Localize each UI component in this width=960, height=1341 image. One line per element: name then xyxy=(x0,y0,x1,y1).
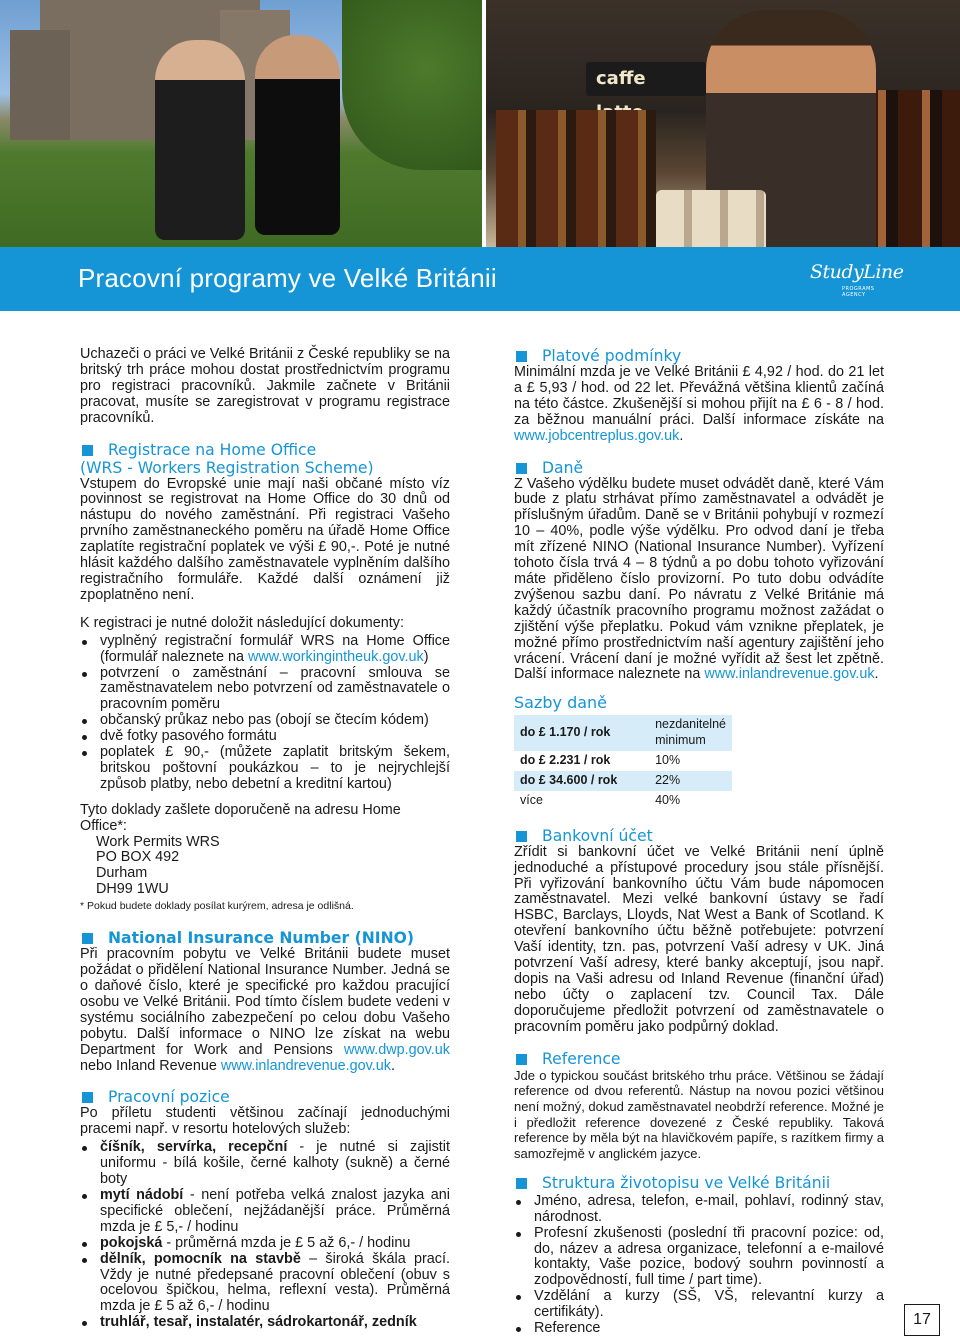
list-item xyxy=(80,1236,450,1252)
list-item-text: Vzdělání a kurzy (SŠ, VŠ, relevantní kurzy a certifikáty). xyxy=(534,1288,884,1321)
rate-value: 22% xyxy=(649,771,732,791)
pozice-intro: Po příletu studenti většinou začínají jednoduchými pracemi např. v resortu hotelových služeb: xyxy=(80,1105,450,1138)
bullet-icon xyxy=(516,1200,521,1205)
list-item xyxy=(514,1321,884,1337)
bullet-icon xyxy=(516,1295,521,1300)
list-item-text: občanský průkaz nebo pas (obojí se čtecím kódem) xyxy=(100,712,429,729)
left-column xyxy=(80,347,450,1331)
rate-threshold: více xyxy=(514,791,649,811)
list-item-text: poplatek £ 90,- (můžete zaplatit britským šekem, britskou poštovní poukázkou – to je nejrychlejší způsob platby, nebo debetní a kreditní kartou) xyxy=(100,744,450,792)
section-heading-reference xyxy=(514,1050,884,1068)
rate-threshold: do £ 1.170 / rok xyxy=(514,715,649,751)
docs-list xyxy=(80,634,450,793)
dane-paragraph xyxy=(514,477,884,684)
page-title: Pracovní programy ve Velké Británii xyxy=(78,263,497,293)
heading-text: Struktura životopisu ve Velké Británii xyxy=(542,1173,831,1192)
address-line: Work Permits WRS xyxy=(96,833,220,850)
right-column xyxy=(514,347,884,1337)
bullet-icon xyxy=(82,1194,87,1199)
square-bullet-icon xyxy=(516,1054,527,1065)
bullet-icon xyxy=(82,1321,87,1326)
workingintheuk-link[interactable]: www.workingintheuk.gov.uk xyxy=(247,648,424,665)
rate-threshold: do £ 34.600 / rok xyxy=(514,771,649,791)
platove-paragraph xyxy=(514,365,884,445)
postal-address xyxy=(80,835,450,899)
inlandrevenue-link[interactable]: www.inlandrevenue.gov.uk xyxy=(704,666,875,683)
section-heading-ucet xyxy=(514,827,884,845)
list-item xyxy=(80,1315,450,1331)
position-desc: - není potřeba velká znalost jazyka ani specifické oblečení, nejžádanější práce. Průměrná mzda je £ 5,- / hodinu xyxy=(100,1186,450,1235)
paragraph-text: . xyxy=(874,666,879,683)
paragraph-text: Z Vašeho výdělku budete muset odvádět daně, které Vám bude z platu strhávat přímo zaměstnavatel a odvádět je příslušným úřadům. Daně se v Británii pohybují v rozmezí 10 – 40%, podle výše výdělku. Pro odvod daní je třeba mít zřízené NINO (National Insurance Number). Vyřízení tohoto čísla trvá 4 – 8 týdnů a po dobu tohoto vyřizování máte přiděleno číslo provizorní. Po tuto dobu odvádíte zvýšenou sazbu daní. Po návratu z Velké Británie má každý účastník pracovního programu možnost zažádat o zjištění výše přeplatku. Pokud vám vznikne přeplatek, je možné přímo prostřednictvím naší agentury zajištění jeho vrácení. Vrácení daní je možné vyřídit až šest let zpětně. Další informace naleznete na xyxy=(514,475,884,683)
bullet-icon xyxy=(82,735,87,740)
logo-wordmark: StudyLine xyxy=(810,261,904,283)
inlandrevenue-link[interactable]: www.inlandrevenue.gov.uk xyxy=(220,1057,391,1074)
address-line: PO BOX 492 xyxy=(96,849,180,866)
bullet-icon xyxy=(82,1242,87,1247)
bullet-icon xyxy=(82,719,87,724)
position-name: pokojská xyxy=(100,1234,163,1251)
table-row xyxy=(514,771,732,791)
paragraph-text: Minimální mzda je ve Velké Británii £ 4,92 / hod. do 21 let a £ 5,93 / hod. od 22 let. Převážná většina klientů začíná na této částce. Zkušenější si mohou přijít na £ 6 - 8 / hod. za běžnou manuální práci. Další informace získáte na xyxy=(514,364,884,428)
table-row xyxy=(514,715,732,751)
list-item xyxy=(80,1252,450,1316)
list-item-text: Reference xyxy=(534,1320,601,1337)
intro-paragraph: Uchazeči o práci ve Velké Británii z České republiky se na britský trh práce mohou dostat prostřednictvím programu pro registraci pracovníků. Jakmile začnete v Británii pracovat, musíte se zaregistrovat v programu registrace pracovníků. xyxy=(80,346,450,426)
bullet-icon xyxy=(516,1232,521,1237)
square-bullet-icon xyxy=(82,1092,93,1103)
position-name: mytí nádobí xyxy=(100,1186,184,1203)
header-photos xyxy=(0,0,960,247)
photo-students-on-lawn xyxy=(0,0,482,247)
paragraph-text: nebo Inland Revenue xyxy=(80,1057,221,1074)
heading-text: Pracovní pozice xyxy=(108,1088,230,1107)
dwp-link[interactable]: www.dwp.gov.uk xyxy=(343,1041,450,1058)
docs-intro: K registraci je nutné doložit následující dokumenty: xyxy=(80,614,404,631)
list-item xyxy=(514,1194,884,1226)
list-item-text: Profesní zkušenosti (poslední tři pracovní pozice: od, do, název a adresa organizace, telefonní a e-mailové kontakty, Vaše pozice, bodový souhrn povinností a zodpovědností, full time / part time). xyxy=(534,1224,884,1289)
list-item xyxy=(80,1140,450,1188)
list-item-text: Jméno, adresa, telefon, e-mail, pohlaví, rodinný stav, národnost. xyxy=(534,1192,884,1225)
list-item xyxy=(80,634,450,666)
studyline-logo xyxy=(810,261,904,299)
list-item-text: dvě fotky pasového formátu xyxy=(100,728,277,745)
list-item xyxy=(80,666,450,714)
square-bullet-icon xyxy=(516,1178,527,1189)
position-desc: - je nutné si zajistit uniformu - bílá košile, černé kalhoty (sukně) a černé boty xyxy=(100,1139,450,1188)
list-item xyxy=(80,713,450,729)
student-figure xyxy=(255,35,340,235)
cv-structure-list xyxy=(514,1194,884,1337)
list-item xyxy=(514,1289,884,1321)
coffee-cups xyxy=(656,190,766,247)
list-item-text: potvrzení o zaměstnání – pracovní smlouva se zaměstnavatelem nebo potvrzení od zaměstnavatele o pracovním poměru xyxy=(100,664,450,713)
section-heading-nino xyxy=(80,929,450,947)
square-bullet-icon xyxy=(82,933,93,944)
list-item xyxy=(514,1226,884,1290)
square-bullet-icon xyxy=(516,351,527,362)
rate-value: 10% xyxy=(649,751,732,771)
bullet-icon xyxy=(82,640,87,645)
bullet-icon xyxy=(82,672,87,677)
position-desc: - průměrná mzda je £ 5 až 6,- / hodinu xyxy=(162,1234,411,1251)
heading-text: Reference xyxy=(542,1049,621,1068)
heading-text: Registrace na Home Office xyxy=(108,440,317,459)
ucet-paragraph: Zřídit si bankovní účet ve Velké Británii není úplně jednoduché a přístupové procedury jsou stále přísnější. Při vyřizování bankovního účtu Vám bude nápomocen zaměstnavatel. Mezi velké bankovní ústavy se řadí HSBC, Barclays, Lloyds, Nat West a Bank of Scotland. K otevření bankovního účtu běžně potřebujete: potvrzení Vaší identity, tzn. pas, potvrzení Vaší adresy v UK. Jiná potvrzení Vaší adresy, které banky akceptují, jsou např. dopis na Vaši adresu od Inland Revenue (finanční úřad) nebo účty o zaplacení tzv. Council Tax. Dále doporučujeme předložit potvrzení od zaměstnavatele o pracovním poměru jako podpůrný doklad. xyxy=(514,843,884,1035)
send-text: Tyto doklady zašlete doporučeně na adresu Home Office*: xyxy=(80,801,401,834)
section-heading-wrs xyxy=(80,441,450,477)
position-name: truhlář, tesař, instalatér, sádrokartonář, zedník xyxy=(100,1314,417,1331)
jobcentreplus-link[interactable]: www.jobcentreplus.gov.uk xyxy=(514,427,680,444)
page-number: 17 xyxy=(904,1304,940,1336)
bullet-icon xyxy=(516,1327,521,1332)
heading-subtext: (WRS - Workers Registration Scheme) xyxy=(80,458,374,477)
syrup-bottles xyxy=(496,110,656,247)
table-row xyxy=(514,791,732,811)
paragraph-text: Při pracovním pobytu ve Velké Británii budete muset požádat o přidělení National Insurance Number. Jedná se o daňové číslo, které je specifické pro každou pracující osobu ve Velké Británii. Pod tímto číslem budete vedeni v systému sociálního zabezpečení po celou dobu Vašeho pobytu. Další informace o NINO lze získat na webu Department for Work and Pensions xyxy=(80,946,450,1058)
list-item xyxy=(80,1188,450,1236)
address-line: DH99 1WU xyxy=(96,881,169,898)
section-heading-dane xyxy=(514,459,884,477)
rate-threshold: do £ 2.231 / rok xyxy=(514,751,649,771)
bullet-icon xyxy=(82,1146,87,1151)
section-heading-platove xyxy=(514,347,884,365)
cafe-sign: caffe xyxy=(586,62,706,96)
paragraph-text: . xyxy=(390,1057,395,1074)
list-item-text: ) xyxy=(423,648,429,665)
paragraph-text: . xyxy=(679,427,684,444)
list-item-text: vyplněný registrační formulář WRS na Home Office (formulář naleznete na xyxy=(100,632,450,665)
title-banner xyxy=(0,247,960,311)
position-desc: – široká škála prací. Vždy je nutné předepsané pracovní oblečení (obuv s ocelovou špičkou, helma, reflexní vesta). Průměrná mzda je £ 5 až 6,- / hodinu xyxy=(100,1250,450,1315)
positions-list xyxy=(80,1140,450,1331)
square-bullet-icon xyxy=(82,445,93,456)
list-item xyxy=(80,729,450,745)
table-row xyxy=(514,751,732,771)
tree-shape xyxy=(342,0,482,170)
section-heading-pozice xyxy=(80,1088,450,1106)
bullet-icon xyxy=(82,1258,87,1263)
rate-value: 40% xyxy=(649,791,732,811)
section-heading-cv xyxy=(514,1174,884,1192)
student-figure xyxy=(155,40,245,240)
heading-text: Bankovní účet xyxy=(542,826,653,845)
reference-paragraph: Jde o typickou součást britského trhu práce. Většinou se žádají reference od dvou referentů. Nástup na novou pozici většinou není možný, dokud zaměstnavatel neobdrží reference. Možné je i předložit reference dovezené z České republiky. Taková reference by měla být na hlavičkovém papíře, s razítkem firmy a samozřejmě v anglickém jazyce. xyxy=(514,1067,884,1162)
rate-value: nezdanitelné minimum xyxy=(649,715,732,751)
list-item xyxy=(80,745,450,793)
square-bullet-icon xyxy=(516,831,527,842)
heading-text: National Insurance Number (NINO) xyxy=(108,929,415,948)
logo-subtitle: PROGRAMS AGENCY xyxy=(842,286,875,298)
square-bullet-icon xyxy=(516,463,527,474)
heading-text: Platové podmínky xyxy=(542,347,682,365)
photo-barista xyxy=(486,0,960,247)
tax-rates-table xyxy=(514,715,732,811)
nino-paragraph xyxy=(80,947,450,1074)
wrs-paragraph: Vstupem do Evropské unie mají naši občané místo víz povinnost se registrovat na Home Office do 30 dnů od nástupu do nového zaměstnání. Při registraci Vašeho prvního zaměstnaneckého poměru na úřadě Home Office zaplatíte registrační poplatek ve výši £ 90,-. Poté je nutné hlásit každého dalšího zaměstnavatele vyplněním dalšího registračního formuláře. Každé další oznámení již zpoplatněno není. xyxy=(80,475,450,603)
footnote: * Pokud budete doklady posílat kurýrem, adresa je odlišná. xyxy=(80,900,354,913)
tax-rates-heading: Sazby daně xyxy=(514,693,608,713)
position-name: dělník, pomocník na stavbě xyxy=(100,1250,301,1267)
address-line: Durham xyxy=(96,865,148,882)
bullet-icon xyxy=(82,751,87,756)
heading-text: Daně xyxy=(542,458,584,477)
position-name: číšník, servírka, recepční xyxy=(100,1139,288,1156)
